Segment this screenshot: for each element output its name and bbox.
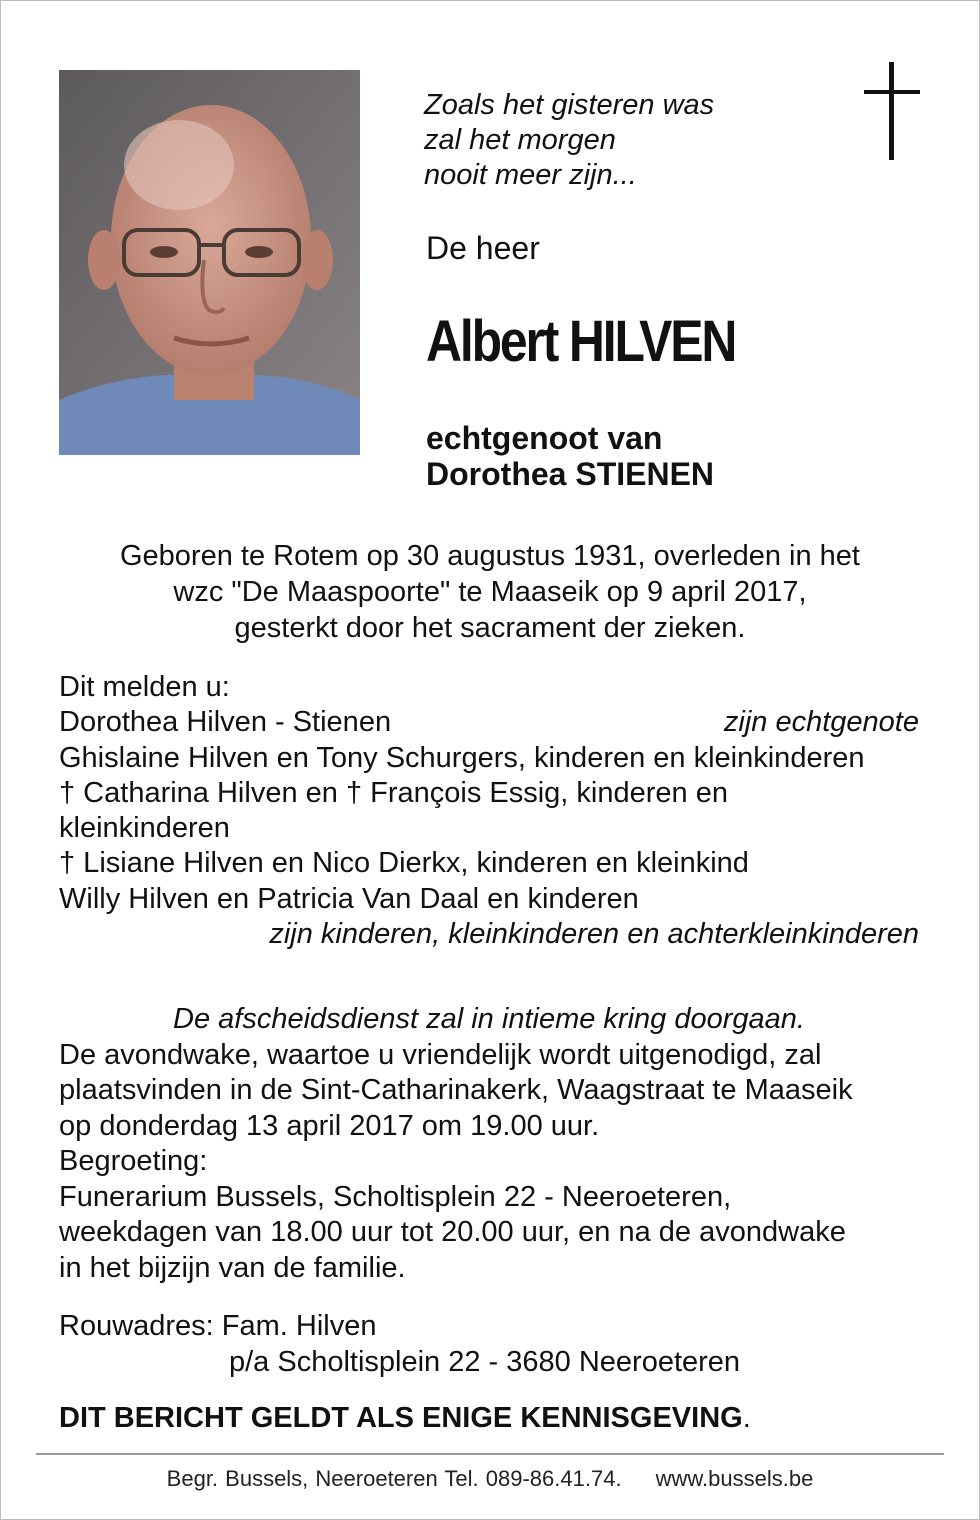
service-line: plaatsvinden in de Sint-Catharinakerk, Waagstraat te Maaseik [59,1074,853,1106]
service-line: op donderdag 13 april 2017 om 19.00 uur. [59,1109,600,1142]
family-line: kleinkinderen [59,812,230,845]
mourning-address [59,1308,919,1380]
footer-company: Begr. Bussels, Neeroeteren Tel. 089-86.41.74. [166,1466,622,1491]
divider [36,1453,944,1455]
deceased-name: Albert HILVEN [426,309,736,374]
family-line: † Lisiane Hilven en Nico Dierkx, kinderen en kleinkind [59,847,749,880]
spouse-name: Dorothea STIENEN [426,456,715,492]
spouse-relation: echtgenoot van [426,420,663,456]
notice [59,1402,751,1435]
spouse-info [426,420,714,492]
address-line: p/a Scholtisplein 22 - 3680 Neeroeteren [229,1346,741,1378]
poem-line: Zoals het gisteren was [424,89,715,121]
info-line: wzc "De Maaspoorte" te Maaseik op 9 april 2017, [173,576,807,608]
family-list [59,670,919,952]
footer-website[interactable]: www.bussels.be [655,1466,814,1491]
service-info [59,1002,919,1286]
birth-death-info [40,538,940,646]
spouse-role: zijn echtgenote [723,706,919,739]
spouse-row [59,705,919,740]
portrait-photo [59,70,360,455]
poem [424,88,714,193]
service-line: Begroeting: [59,1145,208,1177]
info-line: gesterkt door het sacrament der zieken. [234,612,746,644]
address-line: Rouwadres: Fam. Hilven [59,1310,377,1342]
service-line: in het bijzijn van de familie. [59,1251,406,1284]
children-role: zijn kinderen, kleinkinderen en achterkleinkinderen [269,918,919,951]
family-intro: Dit melden u: [59,671,230,703]
info-line: Geboren te Rotem op 30 augustus 1931, overleden in het [119,540,860,572]
service-line: De avondwake, waartoe u vriendelijk wordt uitgenodigd, zal [59,1038,822,1071]
service-line: weekdagen van 18.00 uur tot 20.00 uur, en na de avondwake [59,1216,846,1248]
family-line: Willy Hilven en Patricia Van Daal en kinderen [59,882,639,915]
spouse-entry: Dorothea Hilven - Stienen [59,706,392,739]
honorific: De heer [426,230,540,266]
poem-line: zal het morgen [424,124,616,156]
notice-period: . [742,1402,751,1434]
family-line: Ghislaine Hilven en Tony Schurgers, kinderen en kleinkinderen [59,741,865,774]
notice-text: DIT BERICHT GELDT ALS ENIGE KENNISGEVING [59,1402,743,1434]
farewell-note: De afscheidsdienst zal in intieme kring doorgaan. [173,1003,805,1035]
poem-line: nooit meer zijn... [424,159,637,191]
cross-icon [860,62,924,160]
footer [36,1466,944,1492]
service-line: Funerarium Bussels, Scholtisplein 22 - Neeroeteren, [59,1180,732,1213]
family-line: † Catharina Hilven en † François Essig, kinderen en [59,776,728,809]
